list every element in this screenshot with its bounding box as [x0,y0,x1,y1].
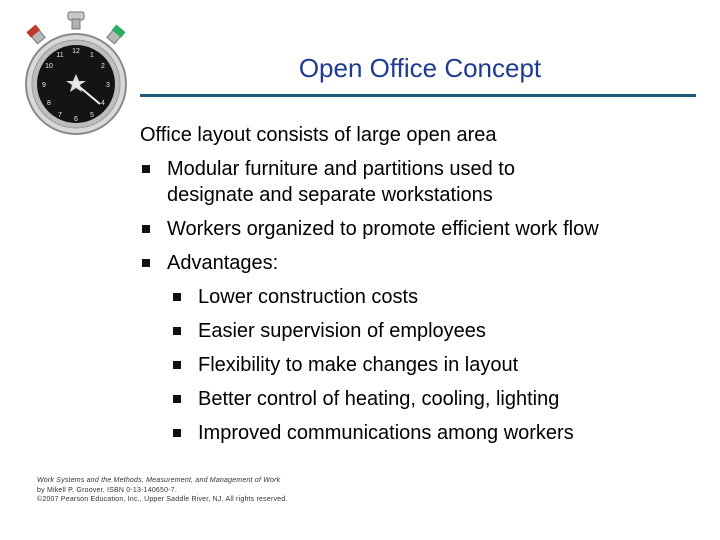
sub-bullet-item [140,280,710,314]
square-bullet-icon [173,361,181,369]
footer-book-title: Work Systems and the Methods, Measurement, and Management of Work [37,477,281,484]
svg-text:12: 12 [72,48,80,55]
square-bullet-icon [173,327,181,335]
copyright-footer [37,476,357,505]
square-bullet-icon [142,225,150,233]
sub-bullet-item [140,416,710,450]
square-bullet-icon [173,293,181,301]
bullet-text: designate and separate workstations [167,184,493,206]
sub-bullet-item [140,382,710,416]
svg-text:8: 8 [47,100,51,107]
svg-text:5: 5 [90,112,94,119]
sub-bullet-item [140,314,710,348]
square-bullet-icon [173,429,181,437]
bullet-text: Flexibility to make changes in layout [198,354,519,376]
bullet-text: Improved communications among workers [198,422,574,444]
square-bullet-icon [173,395,181,403]
svg-text:9: 9 [42,82,46,89]
svg-text:3: 3 [106,82,110,89]
bullet-text: Modular furniture and partitions used to [167,158,515,180]
intro-line: Office layout consists of large open area [140,124,497,146]
bullet-continuation [140,178,710,212]
bullet-item [140,212,710,246]
svg-text:6: 6 [74,116,78,123]
slide-title: Open Office Concept [298,53,542,83]
svg-text:4: 4 [101,100,105,107]
bullet-text: Better control of heating, cooling, lighting [198,388,560,410]
square-bullet-icon [142,259,150,267]
bullet-text: Workers organized to promote efficient work flow [167,218,599,240]
stopwatch-icon [20,10,132,142]
svg-text:7: 7 [58,112,62,119]
title-underline [140,94,696,97]
svg-text:2: 2 [101,63,105,70]
footer-author: by Mikell P. Groover. ISBN 0-13-140650-7. [37,486,177,494]
footer-copyright: ©2007 Pearson Education, Inc., Upper Saddle River, NJ. All rights reserved. [37,496,288,503]
bullet-item [140,246,710,280]
bullet-text: Advantages: [167,252,279,274]
sub-bullet-item [140,348,710,382]
svg-text:10: 10 [45,63,53,70]
slide-body [140,118,710,450]
svg-text:1: 1 [90,52,94,59]
square-bullet-icon [142,165,150,173]
bullet-text: Easier supervision of employees [198,320,486,342]
bullet-text: Lower construction costs [198,286,419,308]
svg-text:11: 11 [56,52,64,59]
